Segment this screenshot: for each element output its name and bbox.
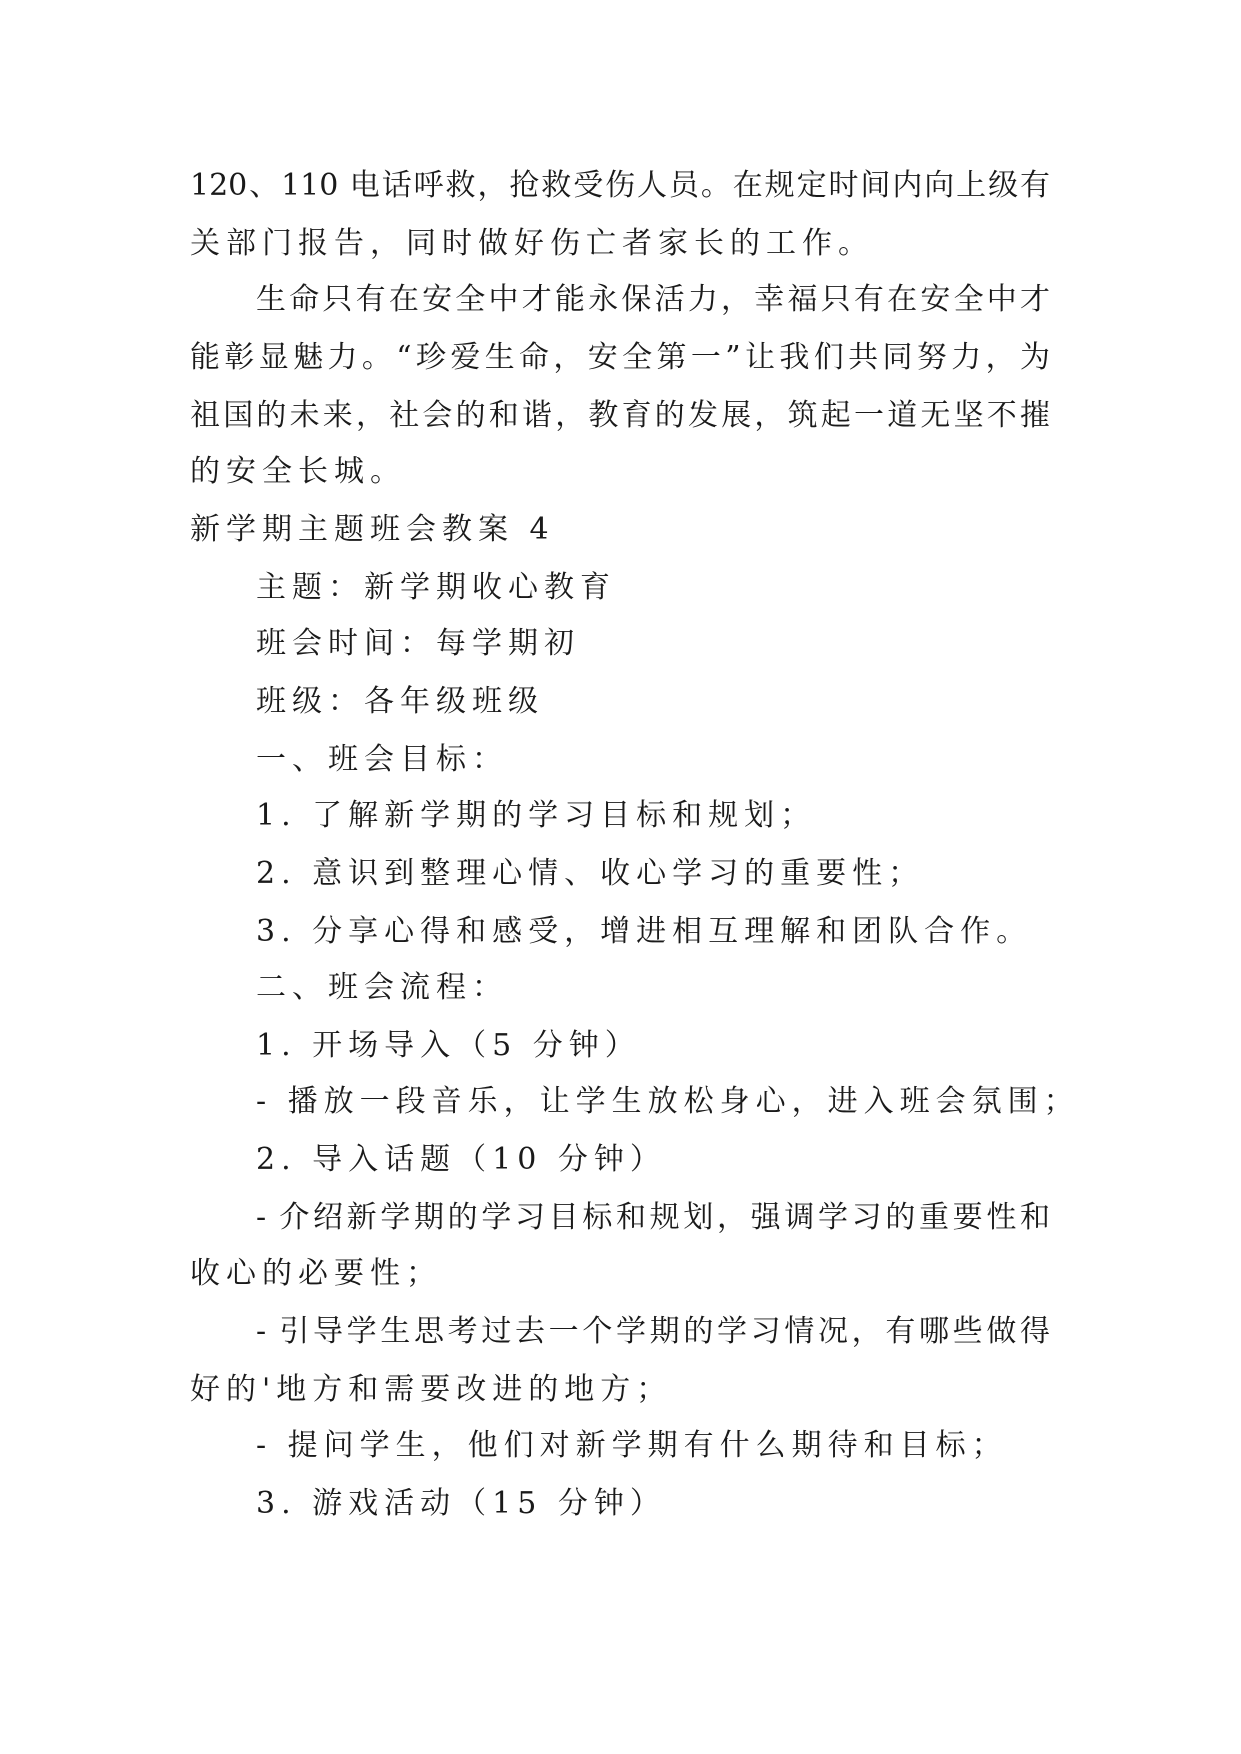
- goals-heading: 一、班会目标：: [256, 742, 508, 777]
- step-item: 好的'地方和需要改进的地方；: [190, 1372, 673, 1407]
- goal-item: 3. 分享心得和感受，增进相互理解和团队合作。: [256, 914, 1033, 949]
- goal-item: 2. 意识到整理心情、收心学习的重要性；: [256, 856, 925, 891]
- paragraph-line: 祖国的未来，社会的和谐，教育的发展，筑起一道无坚不摧: [190, 398, 1050, 433]
- step-item: - 播放一段音乐，让学生放松身心，进入班会氛围；: [256, 1084, 1080, 1119]
- paragraph-line: 120、110 电话呼救，抢救受伤人员。在规定时间内向上级有: [190, 168, 1050, 203]
- step-item: - 提问学生，他们对新学期有什么期待和目标；: [256, 1428, 1008, 1463]
- theme-line: 主题：新学期收心教育: [256, 570, 616, 605]
- step-heading: 3. 游戏活动（15 分钟）: [256, 1486, 666, 1521]
- paragraph-line: 的安全长城。: [190, 454, 406, 489]
- step-item: - 介绍新学期的学习目标和规划，强调学习的重要性和: [256, 1200, 1050, 1235]
- time-line: 班会时间：每学期初: [256, 626, 580, 661]
- process-heading: 二、班会流程：: [256, 970, 508, 1005]
- step-item: - 引导学生思考过去一个学期的学习情况，有哪些做得: [256, 1314, 1050, 1349]
- paragraph-line: 能彰显魅力。“珍爱生命，安全第一”让我们共同努力，为: [190, 340, 1050, 375]
- section-title: 新学期主题班会教案 4: [190, 512, 555, 547]
- paragraph-line: 生命只有在安全中才能永保活力，幸福只有在安全中才: [256, 282, 1050, 317]
- goal-item: 1. 了解新学期的学习目标和规划；: [256, 798, 817, 833]
- class-line: 班级：各年级班级: [256, 684, 544, 719]
- step-heading: 2. 导入话题（10 分钟）: [256, 1142, 666, 1177]
- step-item: 收心的必要性；: [190, 1256, 442, 1291]
- step-heading: 1. 开场导入（5 分钟）: [256, 1028, 641, 1063]
- paragraph-line: 关部门报告，同时做好伤亡者家长的工作。: [190, 226, 874, 261]
